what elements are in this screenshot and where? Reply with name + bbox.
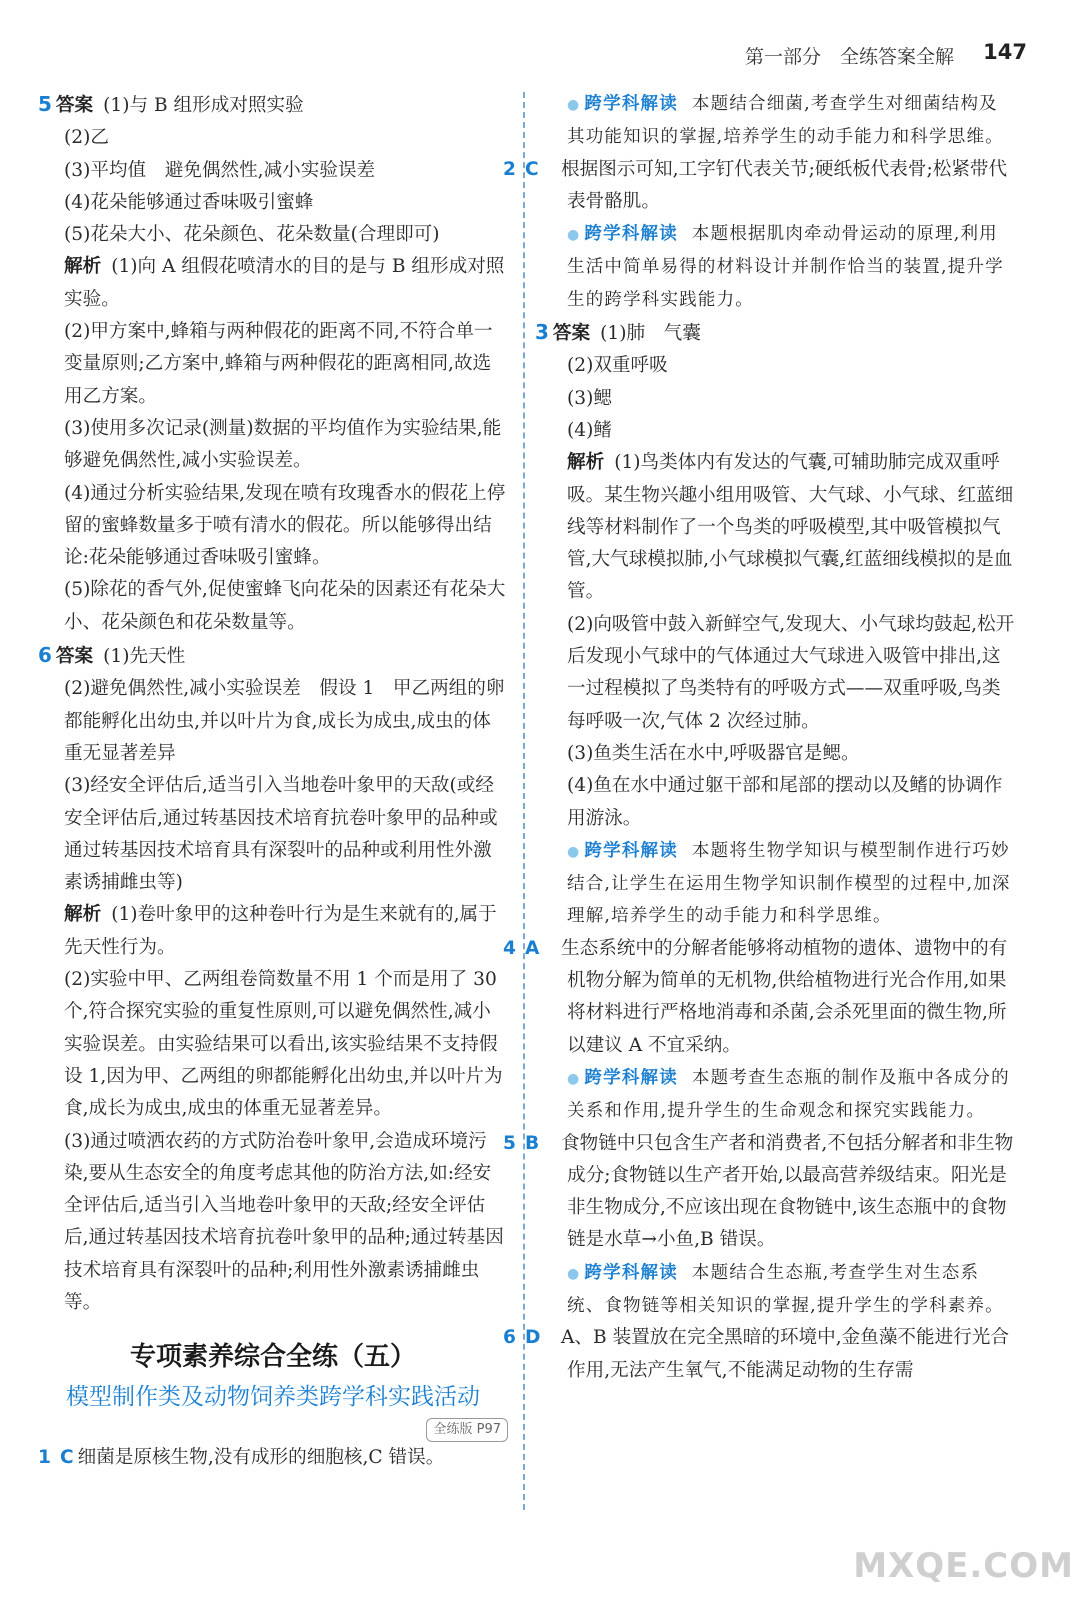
analysis-label: 解析 [64,904,102,926]
column-divider [523,92,525,1510]
answer-line: (5)花朵大小、花朵颜色、花朵数量(合理即可) [64,224,440,246]
question-explanation: 食物链中只包含生产者和消费者,不包括分解者和非生物成分;食物链以生产者开始,以最高营养级结束。阳光是非生物成分,不应该出现在食物链中,该生态瓶中的食物链是水草→小鱼,B 错误。 [561,1132,1014,1251]
answer-line: (1)先天性 [103,646,186,668]
section-subtitle: 模型制作类及动物饲养类跨学科实践活动 [66,1384,480,1411]
analysis-text: (2)实验中甲、乙两组卷筒数量不用 1 个而是用了 30 个,符合探究实验的重复性原则,可以避免偶然性,减小实验误差。由实验结果可以看出,该实验结果不支持假设 1,因为甲、乙两组的卵都能孵化出幼虫,并以叶片为食,成长为成虫,成虫的体重无显著差异。 [64,969,503,1120]
analysis-label: 解析 [64,256,102,278]
question-explanation: A、B 装置放在完全黑暗的环境中,金鱼藻不能进行光合作用,无法产生氧气,不能满足动物的生存需 [561,1327,1009,1381]
answer-line: (1)肺 气囊 [600,323,701,345]
analysis-text: (3)使用多次记录(测量)数据的平均值作为实验结果,能够避免偶然性,减小实验误差。 [64,417,502,472]
analysis-text: (3)通过喷洒农药的方式防治卷叶象甲,会造成环境污染,要从生态安全的角度考虑其他的防治方法,如:经安全评估后,适当引入当地卷叶象甲的天敌;经安全评估后,通过转基因技术培育抗卷叶象甲的品种;通过转基因技术培育具有深裂叶的品种;利用性外激素诱捕雌虫等。 [64,1130,504,1313]
question-number: 2 [503,158,516,180]
question-number: 3 [535,320,549,345]
answer-line: (3)经安全评估后,适当引入当地卷叶象甲的天敌(或经安全评估后,通过转基因技术培育抗卷叶象甲的品种或通过转基因技术培育具有深裂叶的品种或利用性外激素诱捕雌虫等) [64,775,498,894]
reference-tag: 全练版 P97 [426,1418,508,1442]
answer-line: (4)鳍 [567,419,612,441]
analysis-text: (2)向吸管中鼓入新鲜空气,发现大、小气球均鼓起,松开后发现小气球中的气体通过大气球进入吸管中排出,这一过程模拟了鸟类特有的呼吸方式——双重呼吸,鸟类每呼吸一次,气体 2 次经过肺。 [567,613,1015,732]
cross-discipline-text: 本题根据肌肉牵动骨运动的原理,利用生活中简单易得的材料设计并制作恰当的装置,提升学生的跨学科实践能力。 [567,224,1004,310]
question-number: 1 [38,1447,51,1469]
cross-discipline-label: ● 跨学科解读 [567,94,678,114]
cross-discipline-label: ● 跨学科解读 [567,1263,678,1283]
section-title: 专项素养综合全练（五） [129,1342,416,1373]
answer-label: 答案 [55,95,94,116]
cross-discipline-text: 本题结合生态瓶,考查学生对生态系统、食物链等相关知识的掌握,提升学生的学科素养。 [567,1262,1004,1316]
analysis-text: (1)卷叶象甲的这种卷叶行为是生来就有的,属于先天性行为。 [64,904,497,958]
question-number: 5 [38,92,52,116]
answer-line: (1)与 B 组形成对照实验 [103,95,304,116]
section-label: 第一部分 全练答案全解 [745,46,955,68]
question-number: 5 [503,1132,516,1154]
analysis-label: 解析 [567,452,605,474]
cross-discipline-label: ● 跨学科解读 [567,841,678,861]
answer-label: 答案 [55,646,94,668]
cross-discipline-text: 本题考查生态瓶的制作及瓶中各成分的关系和作用,提升学生的生命观念和探究实践能力。 [567,1067,1010,1122]
cross-discipline-label: ● 跨学科解读 [567,224,678,244]
question-number: 6 [503,1327,516,1349]
question-number: 4 [503,937,516,959]
answer-line: (2)双重呼吸 [567,355,668,377]
answer-label: 答案 [552,323,591,345]
question-explanation: 根据图示可知,工字钉代表关节;硬纸板代表骨;松紧带代表骨骼肌。 [561,158,1008,212]
cross-discipline-label: ● 跨学科解读 [567,1068,678,1088]
choice-answer: C [60,1447,74,1469]
answer-line: (2)避免偶然性,减小实验误差 假设 1 甲乙两组的卵都能孵化出幼虫,并以叶片为食,成长为成虫,成虫的体重无显著差异 [64,678,505,764]
watermark-logo: MXQE.COM [853,1546,1074,1586]
answer-line: (4)花朵能够通过香味吸引蜜蜂 [64,191,314,213]
question-explanation: 细菌是原核生物,没有成形的细胞核,C 错误。 [77,1447,445,1469]
answer-line: (3)鳃 [567,387,612,409]
cross-discipline-text: 本题结合细菌,考查学生对细菌结构及其功能知识的掌握,培养学生的动手能力和科学思维。 [567,94,1004,148]
analysis-text: (1)鸟类体内有发达的气囊,可辅助肺完成双重呼吸。某生物兴趣小组用吸管、大气球、小气球、红蓝细线等材料制作了一个鸟类的呼吸模型,其中吸管模拟气管,大气球模拟肺,小气球模拟气囊,红蓝细线模拟的是血管。 [567,452,1014,603]
cross-discipline-text: 本题将生物学知识与模型制作进行巧妙结合,让学生在运用生物学知识制作模型的过程中,加深理解,培养学生的动手能力和科学思维。 [567,840,1011,927]
left-column [38,88,508,1475]
page-number: 147 [983,40,1027,64]
answer-line: (3)平均值 避免偶然性,减小实验误差 [64,159,376,181]
question-explanation: 生态系统中的分解者能够将动植物的遗体、遗物中的有机物分解为简单的无机物,供给植物进行光合作用,如果将材料进行严格地消毒和杀菌,会杀死里面的微生物,所以建议 A 不宜采纳。 [561,937,1008,1056]
answer-line: (2)乙 [64,127,109,149]
analysis-text: (5)除花的香气外,促使蜜蜂飞向花朵的因素还有花朵大小、花朵颜色和花朵数量等。 [64,579,506,633]
analysis-text: (4)鱼在水中通过躯干部和尾部的摆动以及鳍的协调作用游泳。 [567,775,1003,829]
right-column: ● 跨学科解读 本题结合细菌,考查学生对细菌结构及其功能知识的掌握,培养学生的动手能力和科学思维。 2 C 根据图示可知,工字钉代表关节;硬纸板代表骨;松紧带代表骨骼肌。 ● 跨学科解读 本题根据肌肉牵动骨运动的原理,利用生活中简单易得的材料设计并制作恰当的装置,提升学生的跨学科实践能力。 3 答案 (1)肺 气囊 (2)双重呼吸 (3)鳃 (4)鳍 解析 (1)鸟类体内有发达的气囊,可辅助肺完成双重呼吸。某生物兴趣小组用吸管、大气球、小气球、红蓝细线等材料制作了一个鸟类的呼吸模型,其中吸管模拟气管,大气球模拟肺,小气球模拟气囊,红蓝细线模拟的是血管。 (2)向吸管中鼓入新鲜空气,发现大、小气球均鼓起,松开后发现小气球中的气体通过大气球进入吸管中排出,这一过程模拟了鸟类特有的呼吸方式——双重呼吸,鸟类每呼吸一次,气体 2 次经过肺。 (3)鱼类生活在水中,呼吸器官是鳃。 (4)鱼在水中通过躯干部和尾部的摆动以及鳍的协调作用游泳。 ● 跨学科解读 本题将生物学知识与模型制作进行巧妙结合,让学生在运用生物学知识制作模型的过程中,加深理解,培养学生的动手能力和科学思维。 4 A 生态系统中的分解者能够将动植物的遗体、遗物中的有机物分解为简单的无机物,供给植物进行光合作用,如果将材料进行严格地消毒和杀菌,会杀死里面的微生物,所以建议 A 不宜采纳。 ● 跨学科解读 本题考查生态瓶的制作及瓶中各成分的关系和作用,提升学生的生命观念和探究实践能力。 5 B 食物链中只包含生产者和消费者,不包括分解者和非生物成分;食物链以生产者开始,以最高营养级结束。阳光是非生物成分,不应该出现在食物链中,该生态瓶中的食物链是水草→小鱼,B 错误。 ● 跨学科解读 本题结合生态瓶,考查学生对生态系统、食物链等相关知识的掌握,提升学生的学科素养。 6 D A、B 装置放在完全黑暗的环境中,金鱼藻不能进行光合作用,无法产生氧气,不能满足动物的生存需 [535,88,1015,1387]
analysis-text: (1)向 A 组假花喷清水的目的是与 B 组形成对照实验。 [64,256,505,310]
analysis-text: (2)甲方案中,蜂箱与两种假花的距离不同,不符合单一变量原则;乙方案中,蜂箱与两种假花的距离相同,故选用乙方案。 [64,321,493,407]
analysis-text: (3)鱼类生活在水中,呼吸器官是鳃。 [567,742,860,764]
question-number: 6 [38,643,52,668]
analysis-text: (4)通过分析实验结果,发现在喷有玫瑰香水的假花上停留的蜜蜂数量多于喷有清水的假花。所以能够得出结论:花朵能够通过香味吸引蜜蜂。 [64,482,506,569]
page-header [745,42,1065,82]
